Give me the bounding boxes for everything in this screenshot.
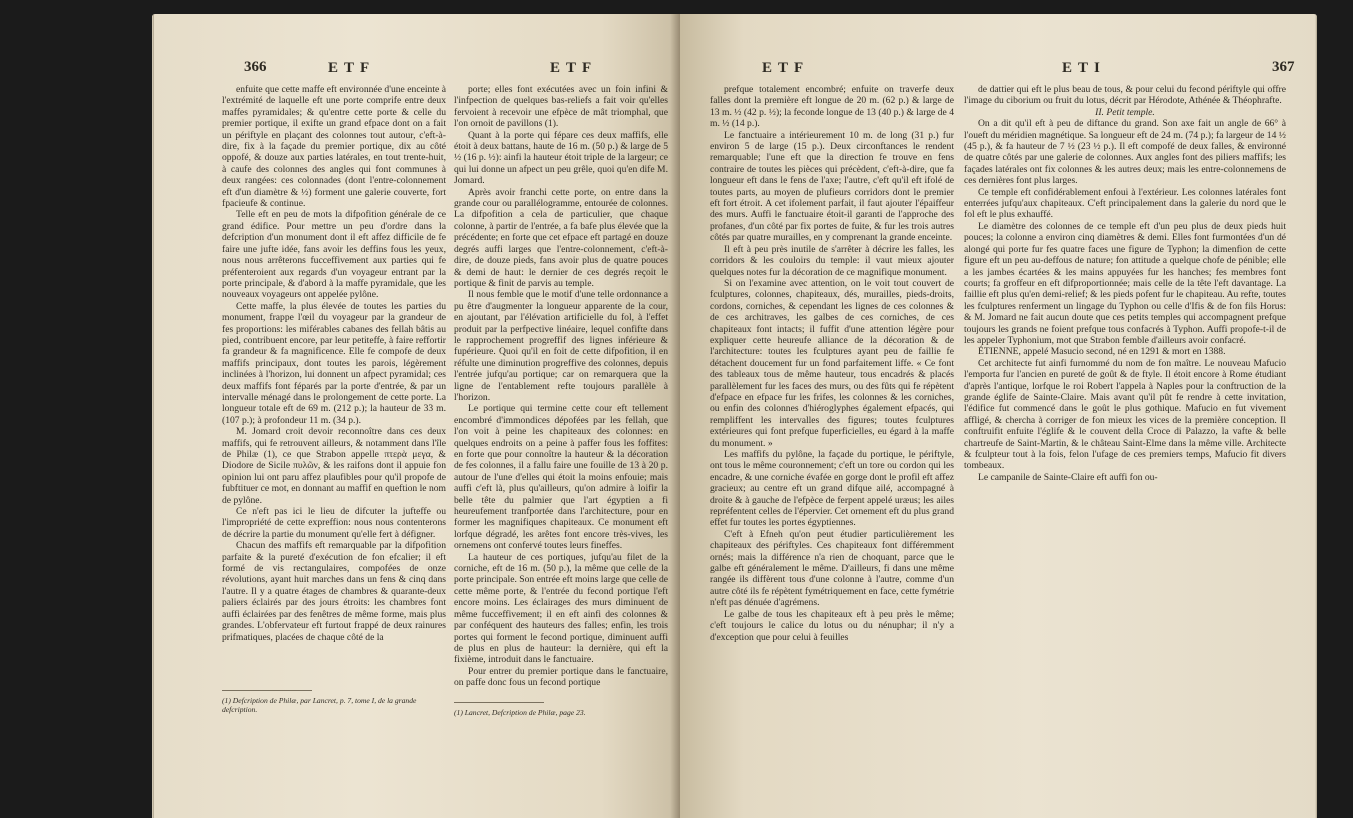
- paragraph: M. Jomard croit devoir reconnoître dans ces deux maffifs, qui fe retrouvent ailleurs, & notamment dans l'île de Philæ (1), ce que Strabon appelle πτερὰ μεγα, & Diodore de Sicile πυλῶν, & les raifons dont il appuie fon opinion lui ont paru affez plaufibles pour qu'il propofe de fubftituer ce mot, en donnant au maffif en queftion le nom de pylône.: [222, 426, 446, 506]
- paragraph: Telle eft en peu de mots la difpofition générale de ce grand édifice. Pour mettre un peu d'ordre dans la defcription d'un monument dont il eft affez difficile de fe faire une jufte idée, fans avoir les deffins fous les yeux, nous nous arrêterons fucceffivement aux parties qui fe préfenteroient aux regards d'un voyageur entrant par la porte principale, & d'abord à la maffe pyramidale, que les nouveaux voyageurs ont appelée pylône.: [222, 209, 446, 301]
- paragraph: Il nous femble que le motif d'une telle ordonnance a pu être d'augmenter la longueur apparente de la cour, en ajoutant, par l'élévation artificielle du fol, à l'effet produit par la perfpective linéaire, lequel confifte dans le rapprochement progreffif des lignes inférieure & fupérieure. Quoi qu'il en foit de cette difpofition, il en réfulte une diminution progreffive des colonnes, depuis l'entrée jufqu'au portique; car on remarquera que la ligne de l'entablement refte toujours parallèle à l'horizon.: [454, 289, 668, 403]
- paragraph: On a dit qu'il eft à peu de diftance du grand. Son axe fait un angle de 66° à l'oueft du méridien magnétique. Sa longueur eft de 24 m. (74 p.); fa largeur de 14 ½ (45 p.), & fa hauteur de 7 ½ (23 ½ p.). Il eft compofé de deux falles, & environné de quatre côtés par une galerie de colonnes. Aux angles font des piliers maffifs; les façades latérales ont fix colonnes & les autres deux; mais les entre-colonnemens de ces dernières font plus larges.: [964, 118, 1286, 187]
- paragraph: Chacun des maffifs eft remarquable par la difpofition parfaite & la pureté d'exécution de fon efcalier; il eft formé de vis rectangulaires, compofées de onze révolutions, ayant huit marches dans un fens & cinq dans l'autre. Il y a quatre étages de chambres & quarante-deux paliers éclairés par des jours étroits: les chambres font auffi éclairées par des fenêtres de même forme, mais plus grandes. L'obfervateur eft furtout frappé de deux rainures prifmatiques, placées de chaque côté de la: [222, 540, 446, 643]
- left-page-column-2: [454, 84, 668, 689]
- paragraph: de dattier qui eft le plus beau de tous, & pour celui du fecond périftyle qui offre l'image du ciborium ou fruit du lotus, décrit par Hérodote, Athénée & Théophrafte.: [964, 84, 1286, 107]
- paragraph: La hauteur de ces portiques, jufqu'au filet de la corniche, eft de 16 m. (50 p.), la même que celle de la porte principale. Son entrée eft moins large que celle de cette même porte, & l'entrée du fecond portique l'eft encore moins. Les éclairages des murs diminuent de même fucceffivement; il en eft ainfi des colonnes & par conféquent des hauteurs des falles; enfin, les trois portes qui forment le fecond portique, diminuent auffi de plus en plus de hauteur: la dernière, qui eft la fixième, introduit dans le fanctuaire.: [454, 551, 668, 666]
- paragraph: Les maffifs du pylône, la façade du portique, le périftyle, ont tous le même couronnement; c'eft un tore ou cordon qui les encadre, & une corniche évafée en gorge dont le profil eft affez gracieux; au centre eft un grand difque ailé, accompagné à droite & à gauche de l'efpèce de ferpent appelé uræus; les ailes repréfentent celles de l'épervier. Cet ornement eft du plus grand effet fur toutes les portes égyptiennes.: [710, 449, 954, 529]
- right-page-column-1: [710, 84, 954, 643]
- paragraph: Le portique qui termine cette cour eft tellement encombré d'immondices dépofées par les fellah, que l'on voit à peine les chapiteaux des colonnes: en quelques endroits on a peine à paffer fous les foffites: en forte que pour connoître la hauteur & la décoration de fes colonnes, il a fallu faire une fouille de 13 à 20 p. autour de l'une d'elles qui étoit la moins enfouie; mais auffi c'eft là, plus qu'ailleurs, qu'on admire à loifir la belle tête du palmier que l'art égyptien a fi heureufement tranfportée dans l'architecture, pour en former les magnifiques chapiteaux. Ce monument eft lorfque dégradé, les arêtes font encore très-vives, les ornemens ont confervé toutes leurs fineffes.: [454, 403, 668, 552]
- footnote-rule: [222, 690, 312, 691]
- footnote-left-col1: (1) Defcription de Philæ, par Lancret, p. 7, tome I, de la grande defcription.: [222, 696, 417, 714]
- paragraph: Pour entrer du premier portique dans le fanctuaire, on paffe donc fous un fecond portique: [454, 665, 668, 689]
- page-edge-left: [152, 14, 154, 818]
- right-page: [680, 14, 1317, 818]
- paragraph: Cette maffe, la plus élevée de toutes les parties du monument, frappe l'œil du voyageur par la grandeur de fes proportions: les miférables cabanes des fellah bâtis au pied, contribuent encore, par leur petiteffe, à faire reffortir fa grandeur & fa magnificence. Elle fe compofe de deux maffifs principaux, dont toutes les parois, légèrement inclinées à l'horizon, lui donnent un afpect pyramidal; ces deux maffifs font féparés par la porte d'entrée, & par un intervalle ménagé dans le prolongement de cette porte. La longueur totale eft de 69 m. (212 p.); la hauteur de 33 m. (107 p.); à profondeur 11 m. (34 p.).: [222, 300, 446, 426]
- paragraph: Après avoir franchi cette porte, on entre dans la grande cour ou parallélogramme, entourée de colonnes. La difpofition a cela de particulier, que chaque colonne, à partir de l'entrée, a fa bafe plus élevée que la précédente; en forte que cet efpace eft partagé en douze degrés auffi larges que l'entre-colonnement, c'eft-à-dire, de douze pieds, fans avoir plus de quatre pouces & demi de haut: le dernier de ces degrés reçoit le portique & finit de parvis au temple.: [454, 186, 668, 289]
- paragraph: Il eft à peu près inutile de s'arrêter à décrire les falles, les corridors & les couloirs du temple: il vaut mieux ajouter quelques notes fur la décoration de ce magnifique monument.: [710, 243, 954, 278]
- paragraph: porte; elles font exécutées avec un foin infini & l'infpection de quelques bas-reliefs a fait voir qu'elles fervoient à recevoir une efpèce de mât triomphal, que l'on ornoit de pavillons (1).: [454, 84, 668, 130]
- running-header-left-col2: ETF: [550, 60, 598, 76]
- paragraph: Le galbe de tous les chapiteaux eft à peu près le même; c'eft toujours le calice du lotus ou du nénuphar; il n'y a d'exception que pour celui à feuilles: [710, 608, 954, 643]
- section-heading: II. Petit temple.: [1095, 106, 1155, 118]
- paragraph: Le diamètre des colonnes de ce temple eft d'un peu plus de deux pieds huit pouces; la colonne a environ cinq diamètres & demi. Elles font furmontées d'un dé alongé qui porte fur fes quatre faces une figure de Typhon; la dimenfion de cette figure eft un peu au-deffous de nature; fon attitude a quelque chofe de pénible; elle a les jambes écartées & les mains appuyées fur les hanches; fes membres font courts; fa groffeur en eft difproportionnée; mais celle de la tête l'eft davantage. La faillie eft plus qu'en demi-relief; & les pieds pofent fur le chapiteau. Au refte, toutes les fculptures renferment un lingage du Typhon ou celle d'Ifis & de fon fils Horus: & M. Jomard ne fait aucun doute que ces petits temples qui accompagnent prefque toujours les grands ne foient prefque tous confacrés à Typhon. Auffi propofe-t-il de les appeler Typhonium, mot que Strabon femble d'ailleurs avoir confacré.: [964, 220, 1286, 346]
- running-header-right-col2: ETI: [1062, 60, 1106, 76]
- left-page: [152, 14, 680, 818]
- page-number-right: 367: [1272, 59, 1295, 75]
- open-book: [152, 14, 1317, 818]
- paragraph: Le fanctuaire a intérieurement 10 m. de long (31 p.) fur environ 5 de large (15 p.). Deux circonftances le rendent remarquable; l'une eft que la direction fe trouve en fens contraire de toutes les pièces qui précèdent, c'eft-à-dire, que fa longueur eft dans le fens de l'axe; l'autre, c'eft qu'il eft ifolé de toutes parts, au moyen de plufieurs corridors dont le premier eft fort étroit. A cet ifolement parfait, il faut ajouter l'épaiffeur des murs. Auffi le fanctuaire étoit-il garanti de l'approche des profanes, d'un côté par fix portes de fuite, & fur les trois autres côtés par quatre murailles, en y comprenant la grande enceinte.: [710, 129, 954, 244]
- paragraph: prefque totalement encombré; enfuite on traverfe deux falles dont la première eft longue de 20 m. (62 p.) & large de 13 m. ½ (42 p. ½); la feconde longue de 13 (40 p.) & large de 4 m. ½ (14 p.).: [710, 84, 954, 130]
- paragraph: Cet architecte fut ainfi furnommé du nom de fon maître. Le nouveau Mafucio l'emporta fur l'ancien en pureté de goût & de ftyle. Il étoit encore à Rome étudiant d'après l'antique, lorfque le roi Robert l'appela à Naples pour la conftruction de la grande églife de Sainte-Claire. Mais avant qu'il pût fe rendre à cette invitation, l'édifice fut commencé dans le goût le plus gothique. Mafucio en fut vivement affligé, & chercha à corriger de fon mieux les vices de la première conception. Il conftruifit enfuite l'églife & le couvent della Croce di Palazzo, la vafte & belle chartreufe de Saint-Martin, & le château Saint-Elme dans la même ville. Architecte & fculpteur tout à la fois, felon l'ufage de ces premiers temps, Mafucio fit divers tombeaux.: [964, 357, 1286, 472]
- page-edge-right: [1315, 14, 1317, 818]
- page-number-left: 366: [244, 59, 267, 75]
- paragraph: Ce n'eft pas ici le lieu de difcuter la jufteffe ou l'impropriété de cette expreffion: nous nous contenterons de décrire la partie du monument qu'elle fert à défigner.: [222, 506, 446, 540]
- paragraph: Le campanile de Sainte-Claire eft auffi fon ou-: [978, 471, 1158, 483]
- paragraph: C'eft à Efneh qu'on peut étudier particulièrement les chapiteaux des périftyles. Ces chapiteaux font différemment ornés; mais la différence n'a rien de choquant, parce que le galbe eft généralement le même. D'ailleurs, fi dans une même rangée ils diffèrent tous d'une colonne à l'autre, comme d'un autre côté ils fe répètent fymétriquement en face, cette fymétrie n'eft pas dénuée d'agrémens.: [710, 528, 954, 609]
- paragraph: Ce temple eft confidérablement enfoui à l'extérieur. Les colonnes latérales font enterrées jufqu'aux chapiteaux. C'eft principalement dans la galerie du nord que le fol eft le plus exhauffé.: [964, 186, 1286, 221]
- left-page-column-1: [222, 84, 446, 643]
- paragraph: Quant à la porte qui fépare ces deux maffifs, elle étoit à deux battans, haute de 16 m. (50 p.) & large de 5 ½ (16 p. ½): ainfi la hauteur étoit triple de la largeur; ce qui lui donne un afpect un peu grêle, quoi qu'en dife M. Jomard.: [454, 129, 668, 187]
- running-header-left-col1: ETF: [328, 60, 376, 76]
- footnote-rule: [454, 702, 544, 703]
- paragraph: ÉTIENNE, appelé Masucio second, né en 1291 & mort en 1388.: [978, 346, 1226, 358]
- running-header-right-col1: ETF: [762, 60, 810, 76]
- footnote-left-col2: (1) Lancret, Defcription de Philæ, page 23.: [454, 708, 586, 717]
- paragraph: Si on l'examine avec attention, on le voit tout couvert de fculptures, colonnes, chapiteaux, dés, murailles, pieds-droits, cordons, corniches, & cependant les lignes de ces colonnes & de ces architraves, les galbes de ces corniches, de ces chapiteaux font intacts; il fuffit d'une attention légère pour expliquer cette heureufe alliance de la décoration & de l'architecture: toutes les fculptures ayant peu de faillie fe détachent doucement fur un fond parfaitement liffe. « Ce font des tableaux tous de même hauteur, tous encadrés & placés parallèlement fur les faces des murs, ou des fûts qui fe répètent d'efpace en efpace fur les frifes, les colonnes & les corniches, ou enfin des colonnes d'hiéroglyphes également efpacés, qui rempliffent les intervalles des figures; toutes fculptures extérieures qui font prefque fuperficielles, eu égard à la maffe du monument. »: [710, 277, 954, 449]
- paragraph: enfuite que cette maffe eft environnée d'une enceinte à l'extrémité de laquelle eft une porte comprife entre deux maffes pyramidales; & qu'entre cette porte & celle du premier portique, il exifte un grand efpace dont on a fait un périftyle en plaçant des colonnes tout autour, c'eft-à-dire, fix à la façade du premier portique, dix au côté oppofé, & douze aux parties latérales, en tout trente-huit, à caufe des colonnes des angles qui font communes à deux rangées: ces colonnades (dont l'entre-colonnement eft d'un diamètre & ½) forment une galerie couverte, fort fpacieufe & continue.: [222, 84, 446, 210]
- right-page-column-2: [964, 84, 1286, 483]
